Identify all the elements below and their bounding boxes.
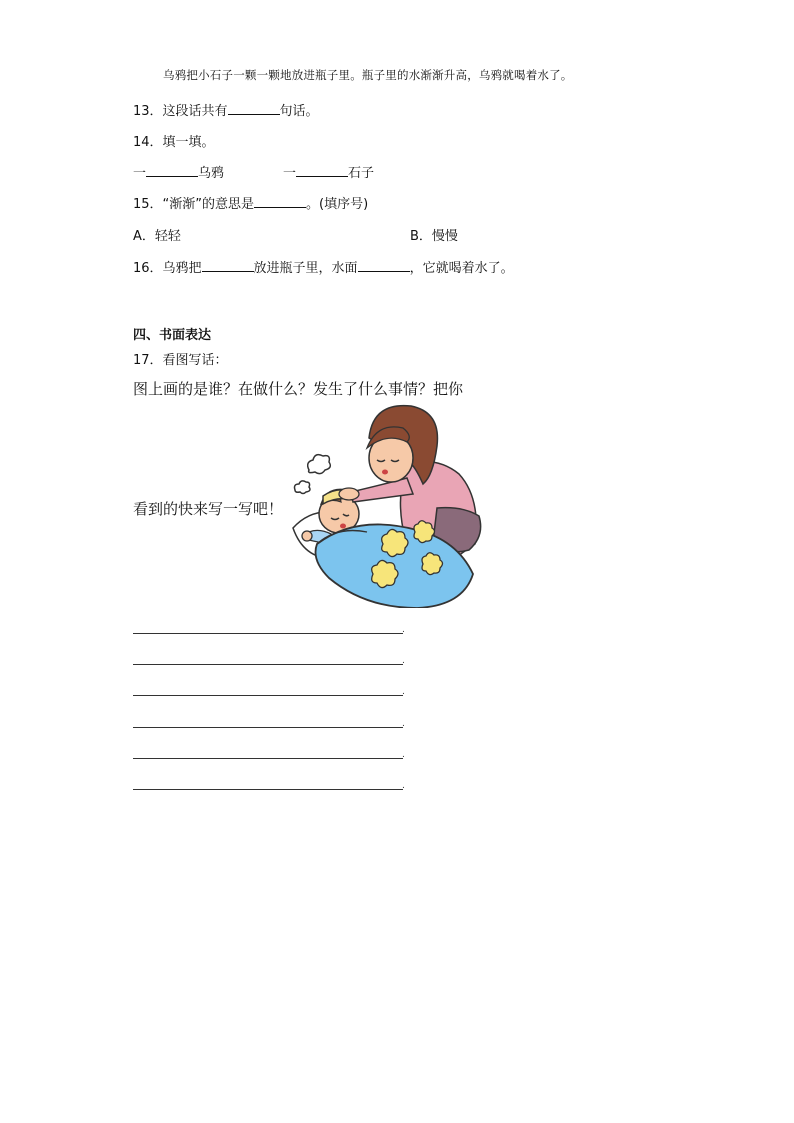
writing-line-end-mark: . <box>402 781 405 791</box>
q14b-answer-blank[interactable] <box>296 164 348 177</box>
question-17-label: 17．看图写话： <box>133 353 228 368</box>
q15-option-a[interactable]: A．轻轻 <box>133 229 181 244</box>
q14a-pre: 一 <box>133 166 147 181</box>
q13-text-post: 句话。 <box>279 104 319 119</box>
question-16 <box>133 257 514 276</box>
q15-post: 。(填序号) <box>306 197 369 212</box>
writing-line[interactable] <box>133 633 403 634</box>
writing-line-end-mark: . <box>402 749 405 760</box>
writing-line-end-mark: . <box>402 718 405 729</box>
sick-child-illustration <box>287 404 487 608</box>
q13-answer-blank[interactable] <box>228 102 280 115</box>
writing-line[interactable] <box>133 758 403 759</box>
question-14-title: 14．填一填。 <box>133 135 215 150</box>
steam-puffs <box>295 455 331 494</box>
q17-prompt-line-2: 看到的快来写一写吧！ <box>133 500 284 518</box>
q14a-answer-blank[interactable] <box>146 164 198 177</box>
writing-line[interactable] <box>133 664 403 665</box>
q16-blank-1[interactable] <box>202 259 254 272</box>
q15-option-b[interactable]: B．慢慢 <box>410 229 458 244</box>
q16-part1: 16．乌鸦把 <box>133 261 202 276</box>
writing-line-end-mark: . <box>402 625 405 635</box>
q17-prompt-line-1: 图上画的是谁？在做什么？发生了什么事情？把你 <box>133 380 464 398</box>
question-15 <box>133 193 368 212</box>
q16-part3: ，它就喝着水了。 <box>409 261 514 276</box>
writing-line-end-mark: . <box>402 687 405 698</box>
writing-line[interactable] <box>133 727 403 728</box>
q16-part2: 放进瓶子里，水面 <box>253 261 358 276</box>
section-4-heading: 四、书面表达 <box>133 328 212 343</box>
q14b-post: 石子 <box>348 166 375 181</box>
q14a-post: 乌鸦 <box>198 166 225 181</box>
q15-answer-blank[interactable] <box>254 195 306 208</box>
q13-text-pre: 13．这段话共有 <box>133 104 228 119</box>
question-14-item-b <box>283 162 374 181</box>
question-13 <box>133 100 319 119</box>
writing-line[interactable] <box>133 695 403 696</box>
q16-blank-2[interactable] <box>358 259 410 272</box>
question-14-item-a <box>133 162 224 181</box>
writing-line-end-mark: . <box>402 656 405 667</box>
writing-line[interactable] <box>133 789 403 790</box>
q14b-pre: 一 <box>283 166 297 181</box>
reading-passage: 乌鸦把小石子一颗一颗地放进瓶子里。瓶子里的水渐渐升高，乌鸦就喝着水了。 <box>163 68 573 82</box>
q15-pre: 15．“渐渐”的意思是 <box>133 197 255 212</box>
